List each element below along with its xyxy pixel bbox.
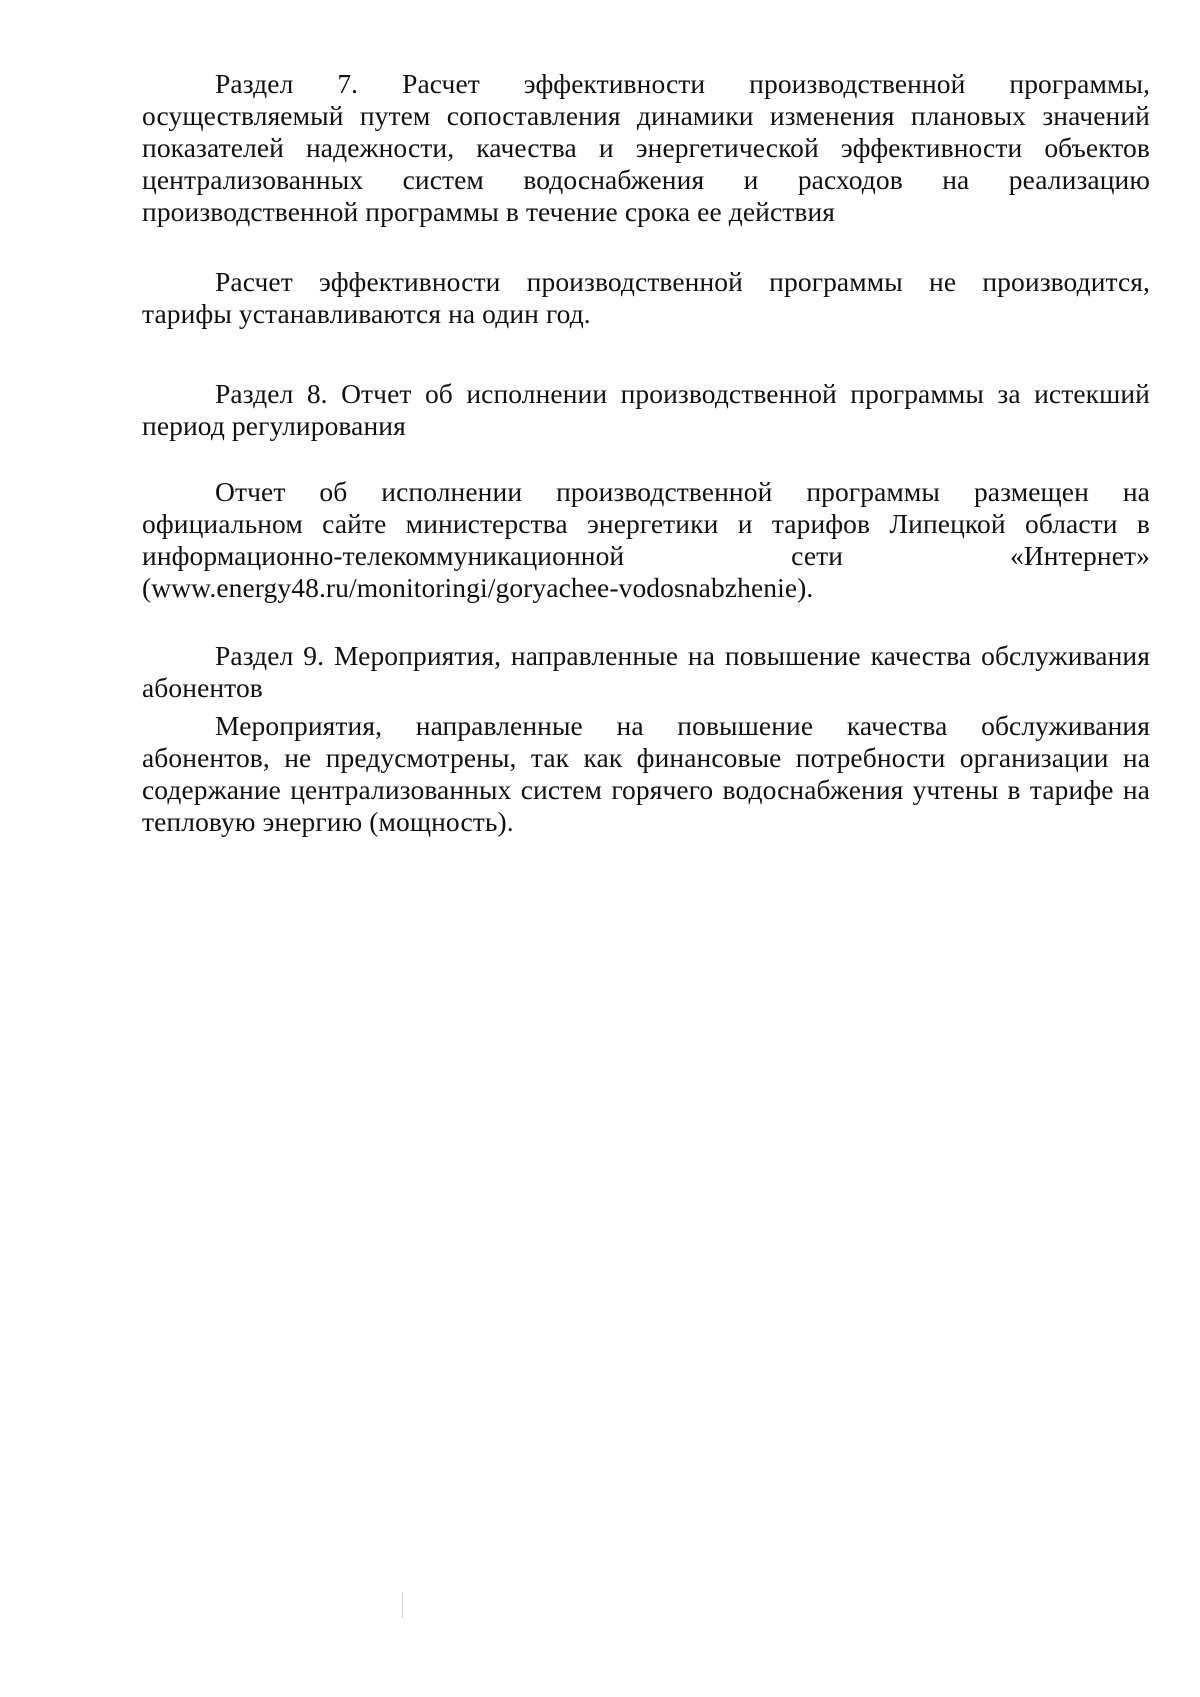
- section-9-heading: Раздел 9. Мероприятия, направленные на повышение качества обслуживания абонентов: [142, 640, 1150, 703]
- section-7-text: Расчет эффективности производственной программы не производится, тарифы устанавливаются на один год.: [142, 266, 1150, 329]
- section-9-text: Мероприятия, направленные на повышение качества обслуживания абонентов, не предусмотрены, так как финансовые потребности организации на содержание централизованных систем горячего водоснабжения учтены в тарифе на тепловую энергию (мощность).: [142, 710, 1150, 837]
- scan-artifact: [402, 1592, 403, 1618]
- section-8-heading: Раздел 8. Отчет об исполнении производственной программы за истекший период регулирования: [142, 378, 1150, 441]
- section-7-heading: Раздел 7. Расчет эффективности производственной программы, осуществляемый путем сопоставления динамики изменения плановых значений показателей надежности, качества и энергетической эффективности объектов централизованных систем водоснабжения и расходов на реализацию производственной программы в течение срока ее действия: [142, 68, 1150, 227]
- section-8-text: Отчет об исполнении производственной программы размещен на официальном сайте министерства энергетики и тарифов Липецкой области в информационно-телекоммуникационной сети «Интернет» (www.energy48.ru/monitoringi/goryachee-vodosnabzhenie).: [142, 476, 1150, 603]
